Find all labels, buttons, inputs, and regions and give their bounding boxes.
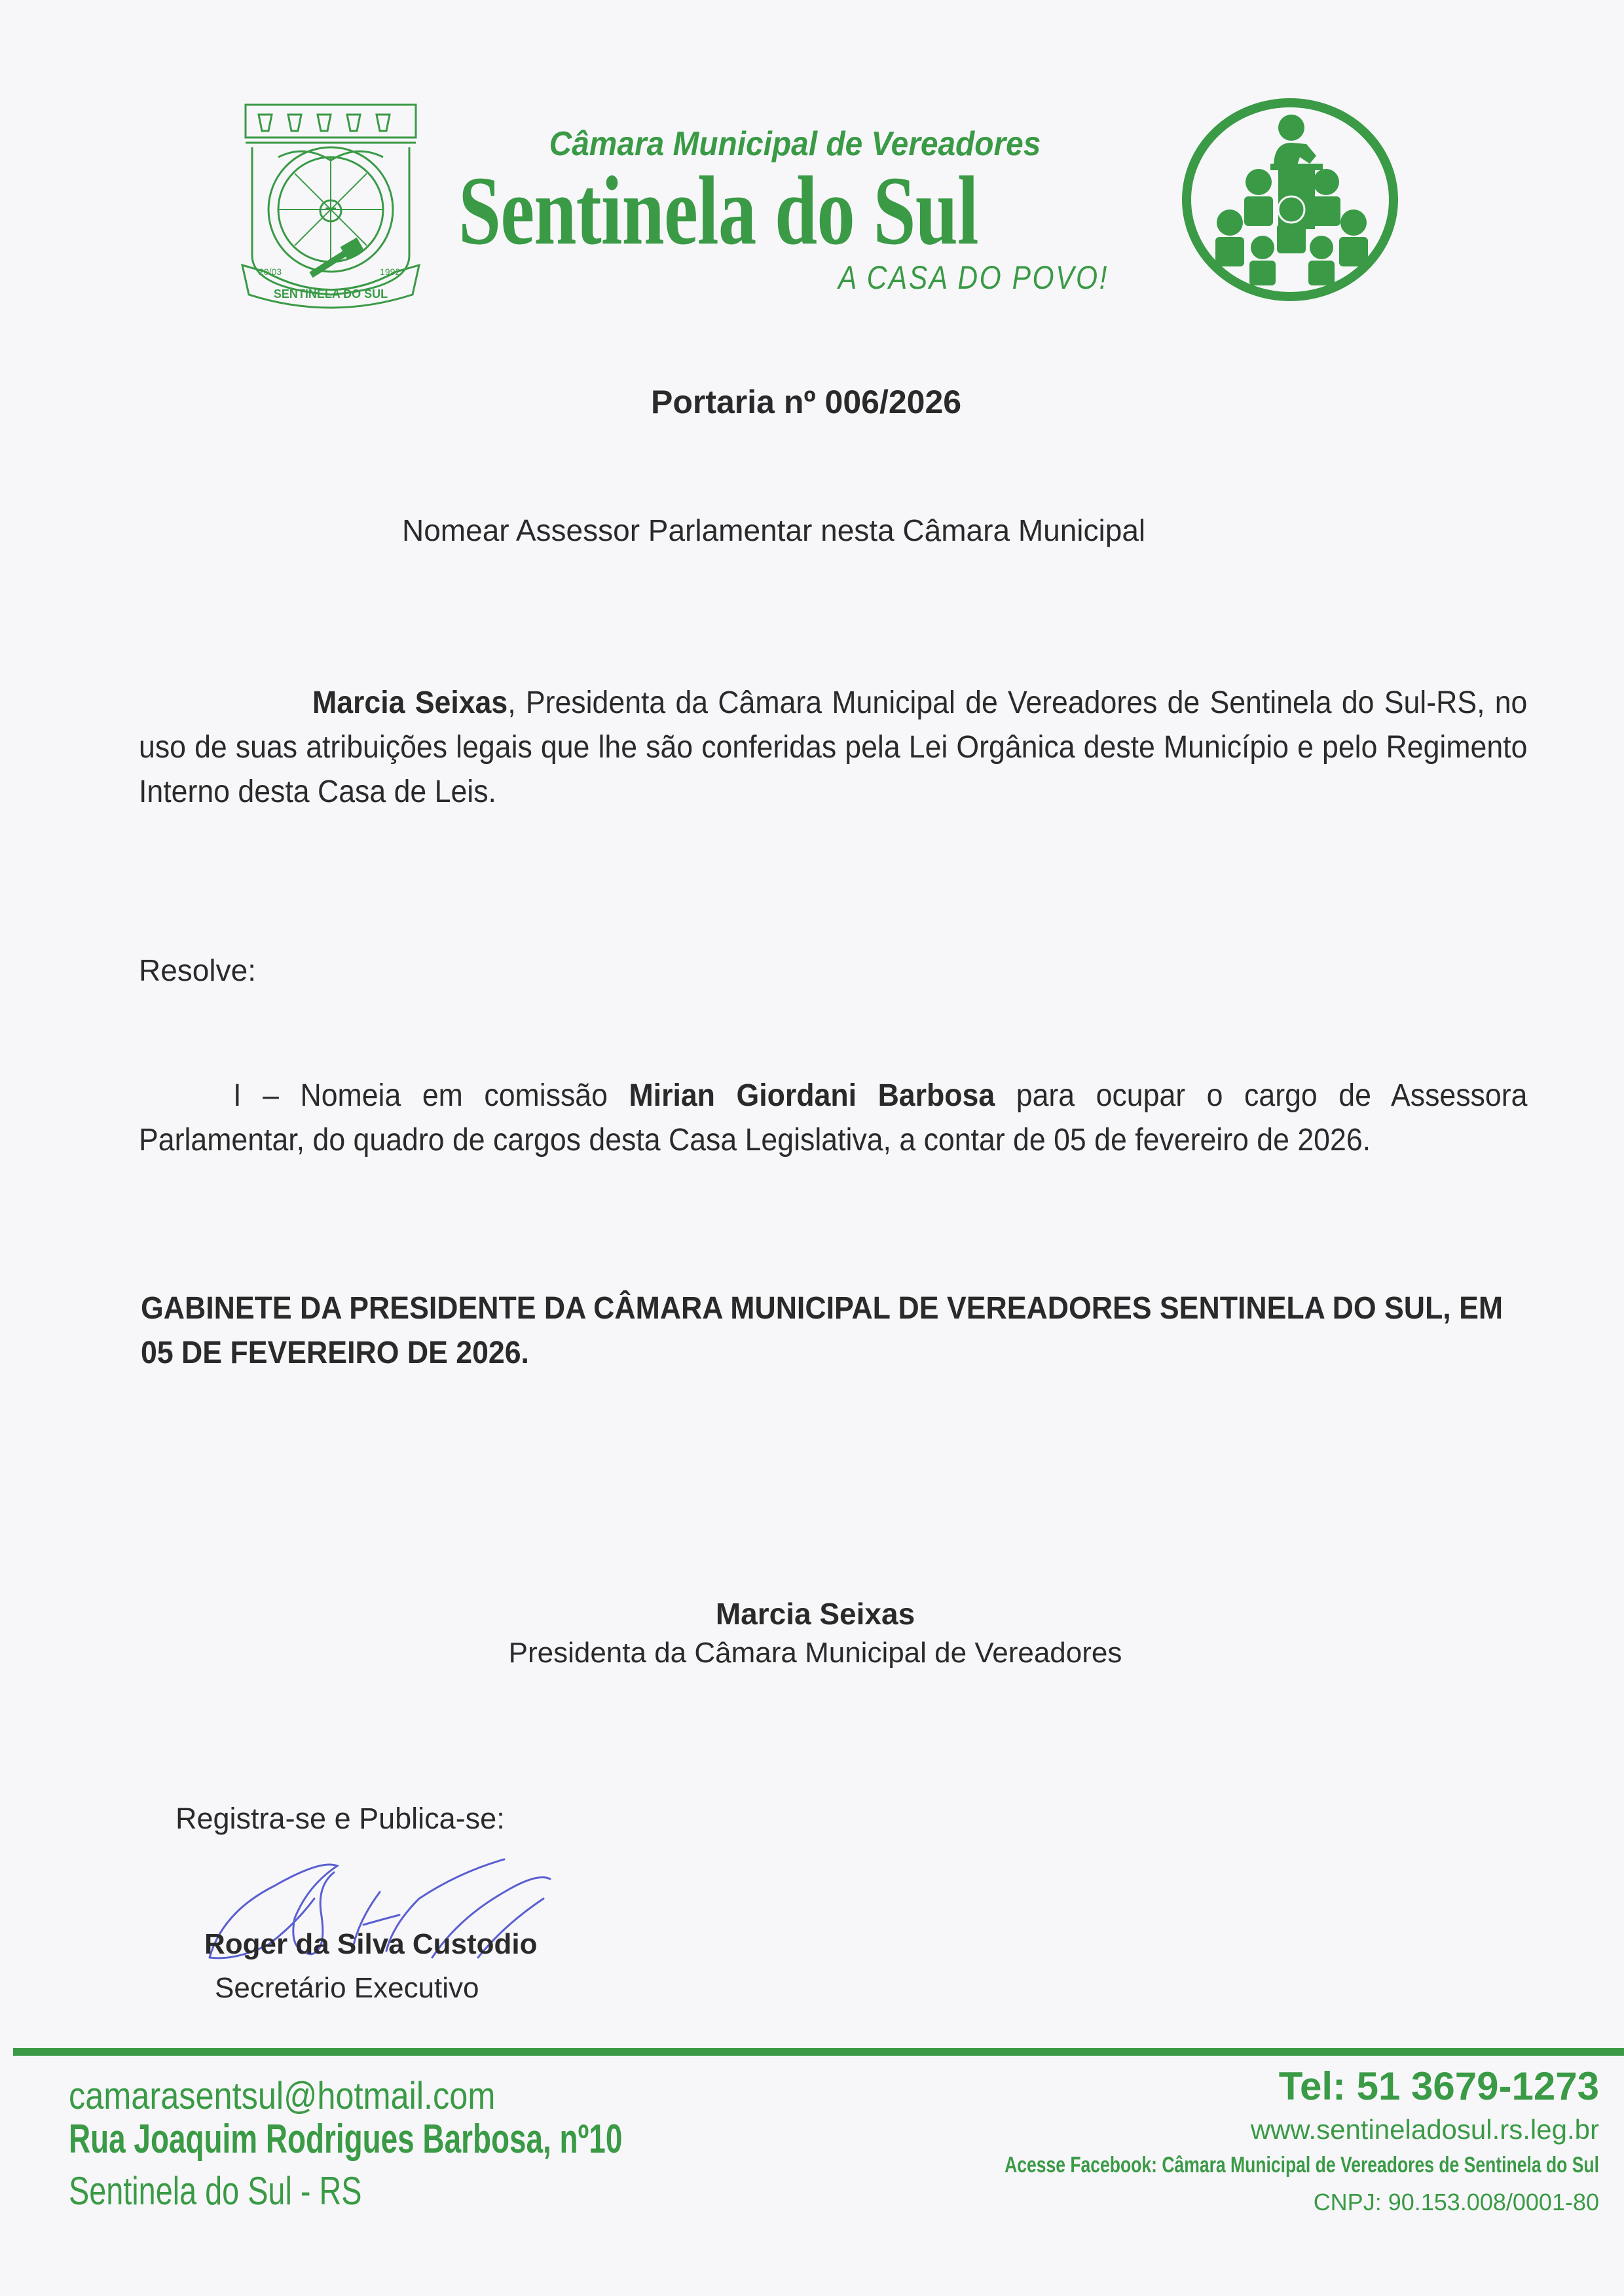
preamble-text: , Presidenta da Câmara Municipal de Vereadores de Sentinela do Sul-RS, no uso de suas atribuições legais que lhe são conferidas pela Lei Orgânica deste Município e pelo Regimento Interno desta Casa de Leis. [139, 685, 1528, 809]
brand-name: Sentinela do Sul [458, 156, 978, 265]
crest-date-right: 1992 [380, 266, 401, 277]
registration-label: Registra-se e Publica-se: [175, 1802, 505, 1835]
footer-contact-block [837, 2062, 1599, 2219]
crest-date-left: 20/03 [259, 266, 282, 277]
signer-role: Presidenta da Câmara Municipal de Vereadores [508, 1637, 1122, 1669]
footer-email-link[interactable]: camarasentsul@hotmail.com [69, 2075, 496, 2117]
secretary-name: Roger da Silva Custodio [204, 1928, 538, 1960]
article-prefix: I – Nomeia em comissão [233, 1078, 629, 1113]
assembly-people-icon [1179, 98, 1401, 301]
preamble-paragraph [139, 681, 1527, 814]
footer-address: Rua Joaquim Rodrigues Barbosa, nº10 [69, 2117, 623, 2162]
president-name: Marcia Seixas [312, 685, 508, 720]
footer-divider [13, 2048, 1624, 2056]
municipal-crest-icon [239, 98, 422, 314]
signer-block [471, 1594, 1159, 1673]
secretary-role: Secretário Executivo [215, 1972, 479, 2004]
crest-banner-text: SENTINELA DO SUL [273, 287, 388, 301]
footer-phone: Tel: 51 3679-1273 [1278, 2064, 1599, 2108]
closing-statement: GABINETE DA PRESIDENTE DA CÂMARA MUNICIPAL DE VEREADORES SENTINELA DO SUL, EM 05 DE FEVEREIRO DE 2026. [141, 1291, 1504, 1370]
article-text: para ocupar o cargo de Assessora Parlamentar, do quadro de cargos desta Casa Legislativa, a contar de 05 de fevereiro de 2026. [139, 1078, 1528, 1157]
document-subject: Nomear Assessor Parlamentar nesta Câmara Municipal [402, 513, 1146, 547]
footer-cnpj: CNPJ: 90.153.008/0001-80 [1313, 2189, 1599, 2215]
resolve-label: Resolve: [139, 953, 256, 987]
brand-top-line: Câmara Municipal de Vereadores [549, 125, 1041, 163]
footer-city: Sentinela do Sul - RS [69, 2169, 362, 2213]
signer-name: Marcia Seixas [715, 1597, 915, 1631]
article-paragraph [139, 1074, 1527, 1163]
footer-facebook: Acesse Facebook: Câmara Municipal de Vereadores de Sentinela do Sul [1005, 2153, 1599, 2178]
appointee-name: Mirian Giordani Barbosa [629, 1078, 995, 1113]
footer-website-link[interactable]: www.sentineladosul.rs.leg.br [1250, 2114, 1599, 2145]
brand-slogan: A CASA DO POVO! [838, 259, 1109, 296]
document-title: Portaria nº 006/2026 [651, 384, 962, 420]
